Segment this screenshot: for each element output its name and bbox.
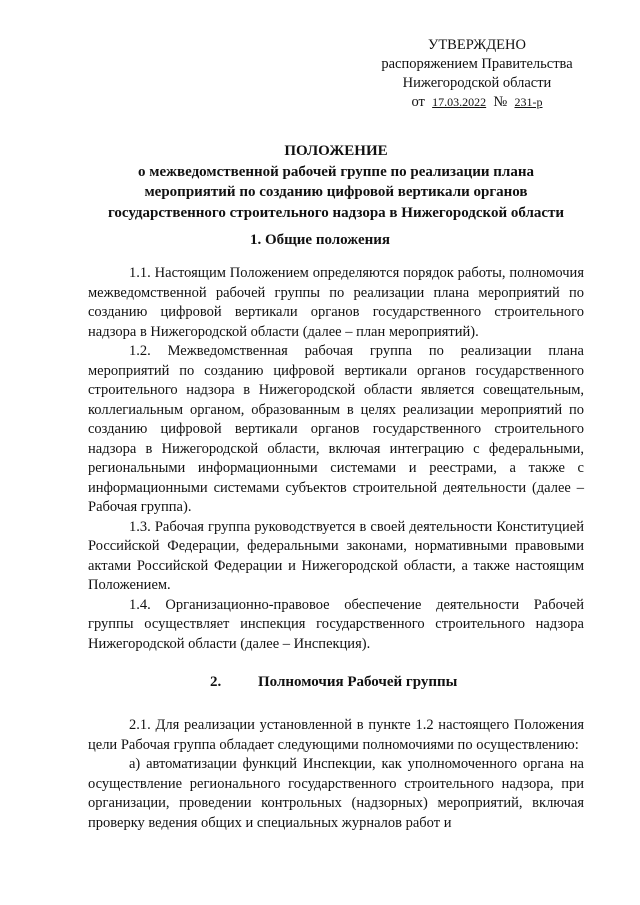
paragraph-1-4: 1.4. Организационно-правовое обеспечение деятельности Рабочей группы осуществляет инспекция государственного строительного надзора Нижегородской области (далее – Инспекция). — [88, 596, 584, 652]
from-label: от — [411, 94, 425, 110]
section-2-number: 2. — [210, 674, 222, 690]
approval-order-line: распоряжением Правительства — [381, 56, 573, 72]
paragraph-1-3: 1.3. Рабочая группа руководствуется в своей деятельности Конституцией Российской Федерации, федеральными законами, нормативными правовыми актами Российской Федерации и Нижегородской области, а также настоящим Положением. — [88, 518, 584, 593]
approval-date: 17.03.2022 — [432, 95, 487, 109]
section-2-body — [88, 716, 584, 833]
title-line-2: мероприятий по созданию цифровой вертикали органов — [144, 184, 528, 200]
title-line-1: о межведомственной рабочей группе по реализации плана — [138, 163, 534, 180]
paragraph-1-2: 1.2. Межведомственная рабочая группа по реализации плана мероприятий по созданию цифровой вертикали органов государственного строительного надзора в Нижегородской области является совещательным, коллегиальным органом, образованным в целях реализации мероприятий по созданию цифровой вертикали органов государственного строительного надзора в Нижегородской области, включая интеграцию с федеральными, региональными информационными системами и реестрами, а также с информационными системами субъектов строительной деятельности (далее – Рабочая группа). — [88, 343, 584, 515]
section-1-body — [88, 264, 584, 654]
title-heading: ПОЛОЖЕНИЕ — [284, 143, 388, 159]
approval-stamp — [372, 36, 582, 112]
approval-region-line: Нижегородской области — [402, 75, 552, 91]
document-title — [88, 141, 584, 223]
approval-date-number-line — [372, 93, 582, 112]
approval-number: 231-р — [514, 95, 543, 109]
paragraph-1-1: 1.1. Настоящим Положением определяются порядок работы, полномочия межведомственной рабочей группы по реализации плана мероприятий по созданию цифровой вертикали органов государственного строительного надзора в Нижегородской области (далее – план мероприятий). — [88, 265, 584, 340]
approval-title: УТВЕРЖДЕНО — [428, 37, 526, 53]
number-sign: № — [493, 94, 508, 110]
paragraph-2-1: 2.1. Для реализации установленной в пункте 1.2 настоящего Положения цели Рабочая группа обладает следующими полномочиями по осуществлению: — [88, 717, 584, 753]
section-1-heading: 1. Общие положения — [249, 232, 391, 248]
section-2-heading: Полномочия Рабочей группы — [258, 674, 458, 690]
title-line-3: государственного строительного надзора в Нижегородской области — [107, 204, 565, 221]
paragraph-2-1-a: а) автоматизации функций Инспекции, как уполномоченного органа на осуществление регионального государственного строительного надзора, при организации, проведении контрольных (надзорных) мероприятий, включая проверку ведения общих и специальных журналов работ и — [88, 756, 584, 831]
